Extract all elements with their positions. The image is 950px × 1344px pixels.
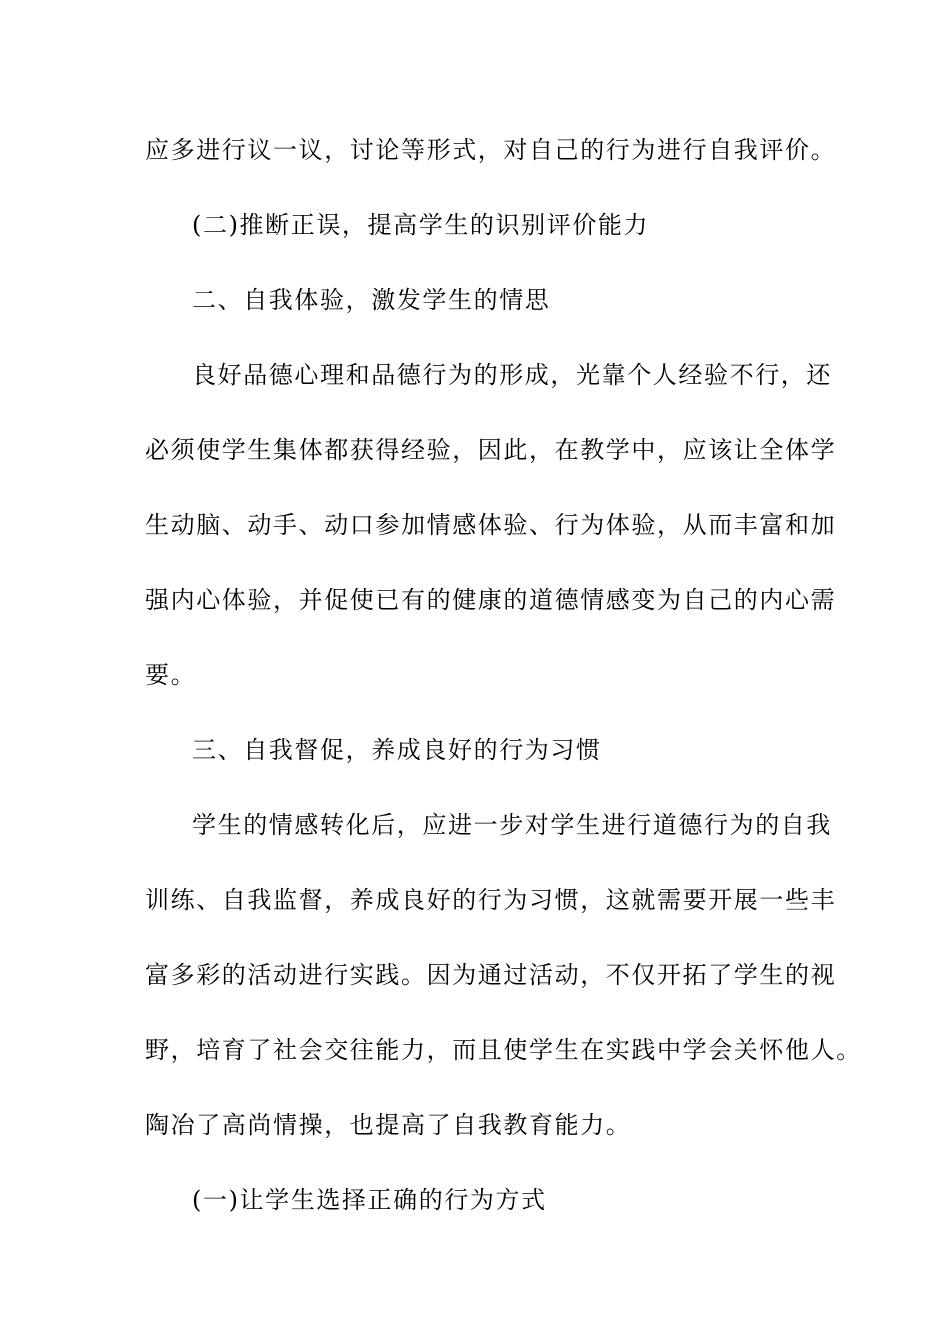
heading-line-3: 二、自我体验，激发学生的情思 (192, 286, 551, 314)
text-line-1: 应多进行议一议，讨论等形式，对自己的行为进行自我评价。 (145, 136, 837, 164)
text-line-4: 良好品德心理和品德行为的形成，光靠个人经验不行，还 (192, 361, 832, 389)
text-line-5: 必须使学生集体都获得经验，因此，在教学中，应该让全体学 (145, 436, 837, 464)
text-line-10: 学生的情感转化后，应进一步对学生进行道德行为的自我 (192, 811, 832, 839)
text-line-6: 生动脑、动手、动口参加情感体验、行为体验，从而丰富和加 (145, 511, 837, 539)
heading-line-9: 三、自我督促，养成良好的行为习惯 (192, 736, 602, 764)
text-line-12: 富多彩的活动进行实践。因为通过活动，不仅开拓了学生的视 (145, 961, 837, 989)
subheading-line-2: (二)推断正误，提高学生的识别评价能力 (192, 211, 650, 239)
text-line-11: 训练、自我监督，养成良好的行为习惯，这就需要开展一些丰 (145, 886, 837, 914)
subheading-line-15: (一)让学生选择正确的行为方式 (192, 1186, 547, 1214)
text-line-7: 强内心体验，并促使已有的健康的道德情感变为自己的内心需 (145, 586, 837, 614)
text-line-13: 野，培育了社会交往能力，而且使学生在实践中学会关怀他人。 (145, 1036, 862, 1064)
text-line-8: 要。 (145, 661, 197, 689)
text-line-14: 陶冶了高尚情操，也提高了自我教育能力。 (145, 1111, 632, 1139)
